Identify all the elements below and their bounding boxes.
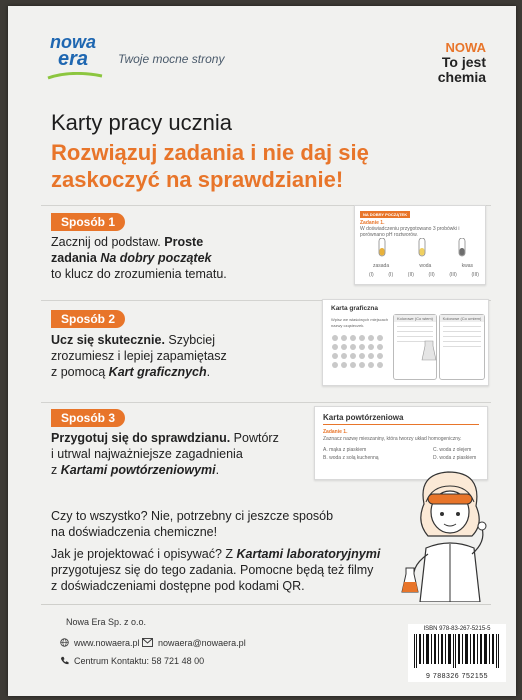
footer-divider <box>41 604 491 605</box>
card-karta-graficzna: Karta graficzna Wpisz we właściwych miejscach nazwy cząsteczek. Kolorowe (Co wiem) Kolorowe (Co umiem) <box>322 299 489 386</box>
section-badge-3: Sposób 3 <box>51 409 125 427</box>
series-title: NOWA To jest chemia <box>437 40 486 85</box>
nowa-era-logo: nowa era <box>50 34 96 68</box>
company-name: Nowa Era Sp. z o.o. <box>66 617 147 627</box>
headline: Karty pracy ucznia <box>51 110 232 135</box>
section-2-text: Ucz się skutecznie. Szybciej zrozumiesz i lepiej zapamiętasz z pomocą Kart graficznych. <box>51 333 227 379</box>
globe-icon <box>60 638 69 647</box>
email-link[interactable]: nowaera@nowaera.pl <box>158 638 246 648</box>
divider <box>41 402 491 403</box>
tube-labels: zasada woda kwas <box>373 263 473 269</box>
card-na-dobry-poczatek: NA DOBRY POCZĄTEK Zadanie 1. W doświadczeniu przygotowano 3 probówki i porównano pH roztworów. zasada woda kwas (I) (I) (II) (II) (III) (III) <box>354 205 486 285</box>
outro-paragraph-2: Jak je projektować i opisywać? Z Kartami laboratoryjnymi przygotujesz się do tego zadania. Pomocne będą też filmy z doświadczeniami dostępne pod kodami QR. <box>51 547 381 593</box>
section-1-text: Zacznij od podstaw. Proste zadania Na dobry początek to klucz do zrozumienia tematu. <box>51 235 227 281</box>
contact-phone: Centrum Kontaktu: 58 721 48 00 <box>74 656 205 666</box>
test-tubes-icon <box>373 238 473 262</box>
website-link[interactable]: www.nowaera.pl <box>74 638 140 648</box>
isbn-barcode: ISBN 978-83-267-5215-5 9 788326 752155 <box>408 624 506 682</box>
mail-icon <box>142 638 153 647</box>
barcode-icon <box>408 632 506 668</box>
outro-paragraph-1: Czy to wszystko? Nie, potrzebny ci jeszcze sposób na doświadczenia chemiczne! <box>51 509 334 539</box>
section-3-text: Przygotuj się do sprawdzianu. Powtórz i utrwal najważniejsze zagadnienia z Kartami powtórzeniowymi. <box>51 431 279 477</box>
card2-box-2: Kolorowe (Co umiem) <box>439 314 485 380</box>
subheadline: Rozwiązuj zadania i nie daj się zaskoczyć na sprawdzianie! <box>51 140 369 192</box>
student-chemist-illustration <box>398 464 502 602</box>
back-cover <box>8 6 516 696</box>
molecules-grid-icon <box>331 334 389 374</box>
phone-icon <box>60 656 69 665</box>
answer-labels: (I) (I) (II) (II) (III) (III) <box>369 272 479 278</box>
card2-box-1: Kolorowe (Co wiem) <box>393 314 437 380</box>
card-karta-powtorzeniowa: Karta powtórzeniowa Zadanie 1. Zaznacz nazwę mieszaniny, która tworzy układ homogeniczny. A. mąka z piaskiem B. woda z solą kuchenną C. woda z olejem D. woda z piaskiem <box>314 406 488 480</box>
beaker-icon <box>421 340 437 362</box>
section-badge-1: Sposób 1 <box>51 213 125 231</box>
logo-swoosh-icon <box>46 72 104 82</box>
tagline: Twoje mocne strony <box>118 52 225 66</box>
section-badge-2: Sposób 2 <box>51 310 125 328</box>
